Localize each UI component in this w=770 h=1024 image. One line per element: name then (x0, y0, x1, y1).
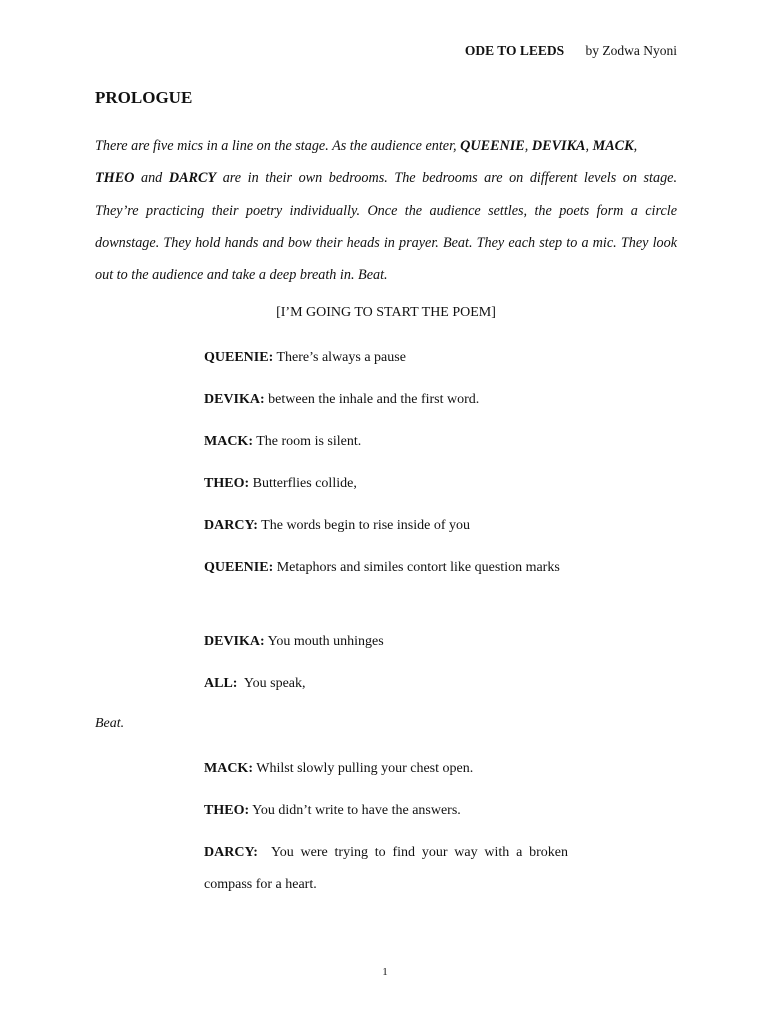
stage-direction-text: are in their own bedrooms. The bedrooms are on different levels on stage. They’re practicing their poetry individually. Once the audience settles, the poets form a circle downstage. They hold hands and bow their heads in prayer. Beat. They each step to a mic. They look out to the audience and take a deep breath in. Beat. (95, 170, 678, 284)
speaker-name: ALL: (204, 676, 238, 691)
character-name: DARCY (168, 170, 217, 187)
dialogue-line (204, 468, 568, 500)
speaker-name: THEO: (204, 476, 250, 491)
dialogue-line (204, 384, 568, 416)
character-name: THEO (95, 170, 135, 187)
dialogue-line (204, 342, 568, 374)
dialogue-line (204, 626, 568, 658)
dialogue-text: You didn’t write to have the answers. (249, 803, 461, 818)
dialogue-text: Butterflies collide, (249, 476, 357, 491)
page-header (465, 43, 677, 59)
dialogue-text: You were trying to find your way with a broken compass for a heart. (204, 845, 572, 892)
speaker-name: DARCY: (204, 518, 258, 533)
dialogue-text: There’s always a pause (273, 350, 406, 365)
speaker-name: MACK: (204, 434, 253, 449)
stage-direction-text: There are five mics in a line on the stage. As the audience enter, (95, 138, 461, 154)
separator: and (134, 170, 169, 187)
author-credit: by Zodwa Nyoni (585, 43, 677, 58)
speaker-name: QUEENIE: (204, 560, 274, 575)
speaker-name: MACK: (204, 761, 253, 776)
dialogue-line (204, 510, 568, 542)
separator: , (524, 138, 532, 154)
section-heading: PROLOGUE (95, 88, 193, 107)
dialogue-line (204, 753, 568, 785)
character-name: DEVIKA (531, 138, 586, 154)
dialogue-text: You mouth unhinges (264, 634, 384, 649)
centered-direction: [I’M GOING TO START THE POEM] (276, 305, 496, 320)
separator: , (585, 138, 593, 154)
dialogue-line (204, 795, 568, 827)
speaker-name: DEVIKA: (204, 392, 265, 407)
play-title: ODE TO LEEDS (464, 43, 565, 58)
speaker-name: DEVIKA: (204, 634, 265, 649)
dialogue-text: between the inhale and the first word. (264, 392, 480, 407)
dialogue-line (204, 837, 572, 901)
beat-direction: Beat. (95, 716, 125, 731)
separator: , (633, 138, 638, 154)
dialogue-line (204, 552, 568, 584)
speaker-name: DARCY: (204, 845, 258, 860)
dialogue-text: The words begin to rise inside of you (257, 518, 470, 533)
speaker-name: THEO: (204, 803, 250, 818)
character-name: QUEENIE (460, 138, 525, 154)
character-name: MACK (592, 138, 634, 154)
dialogue-line (204, 426, 568, 458)
dialogue-text: Metaphors and similes contort like question marks (273, 560, 560, 575)
dialogue-text: The room is silent. (253, 434, 362, 449)
stage-direction (95, 130, 677, 291)
speaker-name: QUEENIE: (204, 350, 274, 365)
dialogue-text: Whilst slowly pulling your chest open. (253, 761, 474, 776)
dialogue-text: You speak, (237, 676, 306, 691)
dialogue-line (204, 668, 568, 700)
page-number: 1 (382, 966, 388, 978)
